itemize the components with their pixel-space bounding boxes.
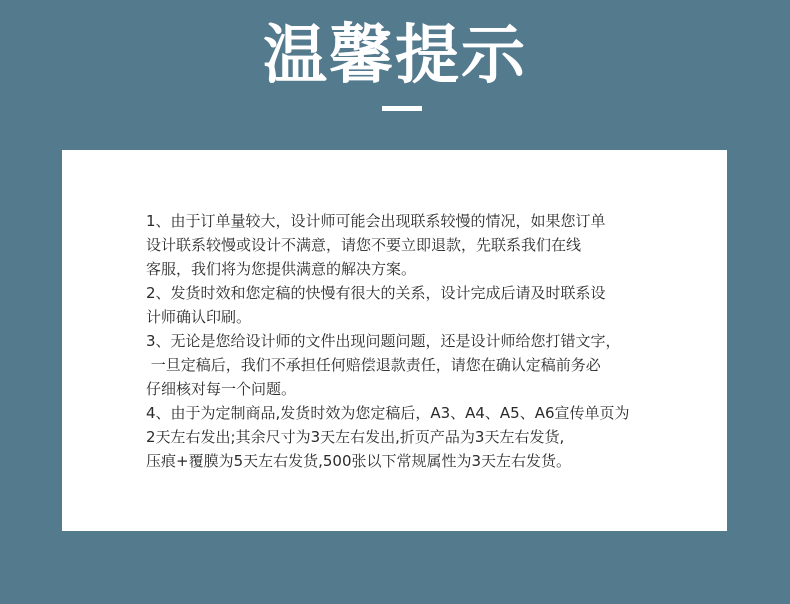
notice-line: 一旦定稿后，我们不承担任何赔偿退款责任，请您在确认定稿前务必 (146, 356, 601, 374)
notice-line: 4、由于为定制商品,发货时效为您定稿后，A3、A4、A5、A6宣传单页为 (146, 404, 630, 422)
page-title: 温馨提示 (263, 19, 527, 93)
notice-line: 压痕+覆膜为5天左右发货,500张以下常规属性为3天左右发货。 (146, 452, 572, 470)
notice-line: 仔细核对每一个问题。 (146, 380, 297, 398)
notice-line: 计师确认印刷。 (146, 308, 252, 326)
notice-line: 客服，我们将为您提供满意的解决方案。 (146, 260, 417, 278)
notice-line: 3、无论是您给设计师的文件出现问题问题，还是设计师给您打错文字， (146, 332, 621, 350)
notice-content (146, 209, 676, 473)
notice-line: 设计联系较慢或设计不满意，请您不要立即退款，先联系我们在线 (146, 236, 582, 254)
notice-line: 2、发货时效和您定稿的快慢有很大的关系，设计完成后请及时联系设 (146, 284, 606, 302)
title-underline (382, 106, 422, 111)
notice-line: 2天左右发出;其余尺寸为3天左右发出,折页产品为3天左右发货, (146, 428, 565, 446)
notice-line: 1、由于订单量较大，设计师可能会出现联系较慢的情况，如果您订单 (146, 212, 606, 230)
